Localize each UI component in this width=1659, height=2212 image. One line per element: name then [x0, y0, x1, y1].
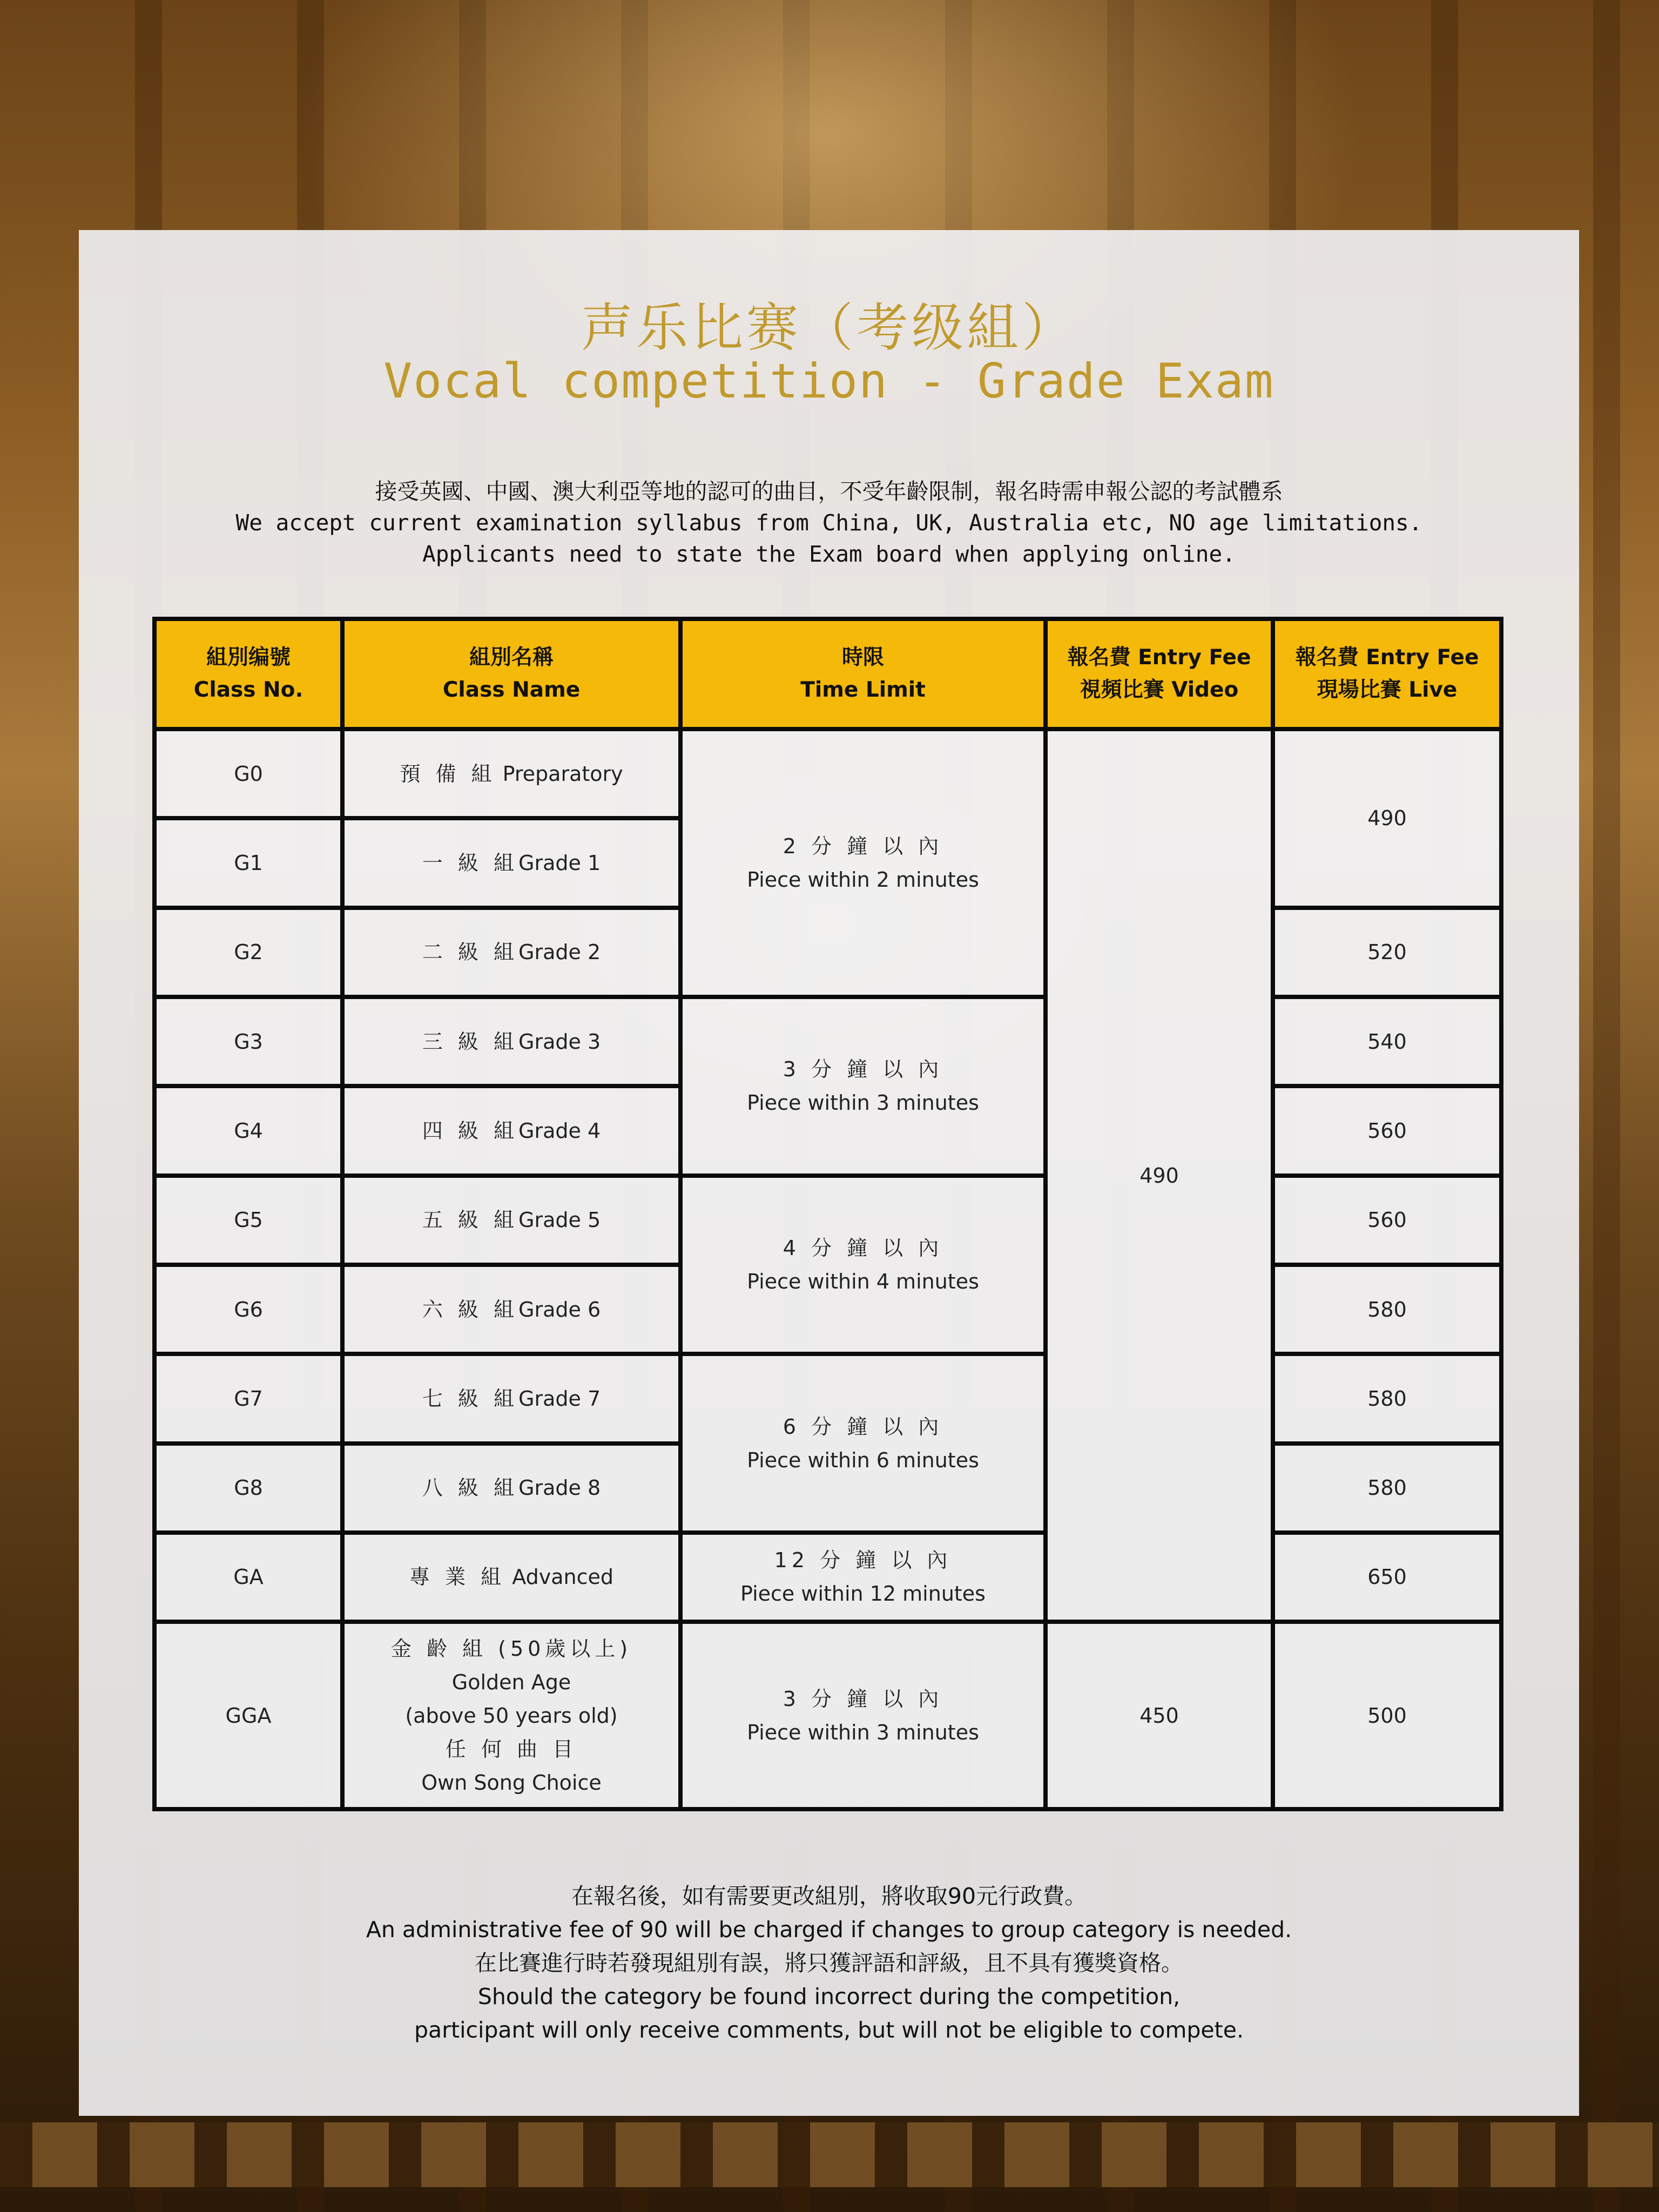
table-row [154, 1533, 1501, 1622]
fee-live-cell: 580 [1273, 1444, 1501, 1533]
fee-live-cell: 580 [1273, 1354, 1501, 1443]
fee-live-cell: 560 [1273, 1086, 1501, 1175]
table-row [154, 1622, 1501, 1809]
class-name-cell: 預 備 組 Preparatory [342, 729, 680, 818]
footer-line: An administrative fee of 90 will be charged if changes to group category is needed. [366, 1917, 1292, 1943]
class-no-cell: G8 [154, 1444, 342, 1533]
time-limit-cell: 3 分 鐘 以 內 Piece within 3 minutes [680, 997, 1046, 1176]
fee-live-cell: 520 [1273, 908, 1501, 997]
class-name-cell: 專 業 組 Advanced [342, 1533, 680, 1622]
header-class-no: 組別编號 Class No. [154, 619, 342, 729]
table-row [154, 1176, 1501, 1265]
class-no-cell: GA [154, 1533, 342, 1622]
footer-line: participant will only receive comments, but will not be eligible to compete. [414, 2017, 1244, 2043]
title-english: Vocal competition - Grade Exam [383, 353, 1274, 409]
class-no-cell: G2 [154, 908, 342, 997]
fee-video-cell: 450 [1046, 1622, 1273, 1809]
table-row [154, 729, 1501, 818]
content-panel [79, 230, 1579, 2116]
intro-line-en-1: We accept current examination syllabus from China, UK, Australia etc, NO age limitations. [235, 510, 1422, 536]
class-no-cell: G1 [154, 818, 342, 907]
fee-live-cell: 580 [1273, 1265, 1501, 1354]
class-name-cell: 一 級 組Grade 1 [342, 818, 680, 907]
header-time-limit: 時限 Time Limit [680, 619, 1046, 729]
fee-live-cell: 540 [1273, 997, 1501, 1086]
fee-live-cell: 650 [1273, 1533, 1501, 1622]
class-name-cell: 八 級 組Grade 8 [342, 1444, 680, 1533]
class-no-cell: G7 [154, 1354, 342, 1443]
time-limit-cell: 3 分 鐘 以 內 Piece within 3 minutes [680, 1622, 1046, 1809]
table-row [154, 997, 1501, 1086]
time-limit-cell: 6 分 鐘 以 內 Piece within 6 minutes [680, 1354, 1046, 1533]
table-header-row [154, 619, 1501, 729]
fee-live-cell: 560 [1273, 1176, 1501, 1265]
footer-line: 在報名後，如有需要更改組別，將收取90元行政費。 [571, 1883, 1087, 1909]
time-limit-cell: 12 分 鐘 以 內 Piece within 12 minutes [680, 1533, 1046, 1622]
class-fee-table [152, 617, 1503, 1811]
footer-line: 在比賽進行時若發現組別有誤，將只獲評語和評級，且不具有獲獎資格。 [475, 1950, 1183, 1976]
fee-live-cell: 490 [1273, 729, 1501, 908]
class-no-cell: G6 [154, 1265, 342, 1354]
background-balcony-decoration [0, 2122, 1659, 2187]
time-limit-cell: 4 分 鐘 以 內 Piece within 4 minutes [680, 1176, 1046, 1354]
class-name-cell: 五 級 組Grade 5 [342, 1176, 680, 1265]
intro-line-en-2: Applicants need to state the Exam board when applying online. [422, 541, 1236, 567]
table-row [154, 1354, 1501, 1443]
class-no-cell: G5 [154, 1176, 342, 1265]
class-no-cell: GGA [154, 1622, 342, 1809]
fee-video-cell: 490 [1046, 729, 1273, 1622]
title-chinese: 声乐比赛（考级組） [581, 298, 1077, 358]
class-name-cell: 四 級 組Grade 4 [342, 1086, 680, 1175]
class-name-cell: 二 級 組Grade 2 [342, 908, 680, 997]
footer-line: Should the category be found incorrect during the competition, [477, 1984, 1181, 2009]
class-no-cell: G0 [154, 729, 342, 818]
class-name-cell: 六 級 組Grade 6 [342, 1265, 680, 1354]
header-class-name: 組別名稱 Class Name [342, 619, 680, 729]
footer-notes [79, 1879, 1579, 2047]
header-fee-video: 報名費 Entry Fee 視頻比賽 Video [1046, 619, 1273, 729]
class-name-cell: 金 齡 組 (50歲以上) Golden Age (above 50 years old) 任 何 曲 目 Own Song Choice [342, 1622, 680, 1809]
intro-text [79, 476, 1579, 570]
class-no-cell: G3 [154, 997, 342, 1086]
header-fee-live: 報名費 Entry Fee 現場比賽 Live [1273, 619, 1501, 729]
fee-live-cell: 500 [1273, 1622, 1501, 1809]
class-no-cell: G4 [154, 1086, 342, 1175]
intro-line-zh: 接受英國、中國、澳大利亞等地的認可的曲目，不受年齡限制，報名時需申報公認的考試體系 [375, 478, 1283, 504]
class-name-cell: 三 級 組Grade 3 [342, 997, 680, 1086]
class-name-cell: 七 級 組Grade 7 [342, 1354, 680, 1443]
time-limit-cell: 2 分 鐘 以 內 Piece within 2 minutes [680, 729, 1046, 997]
